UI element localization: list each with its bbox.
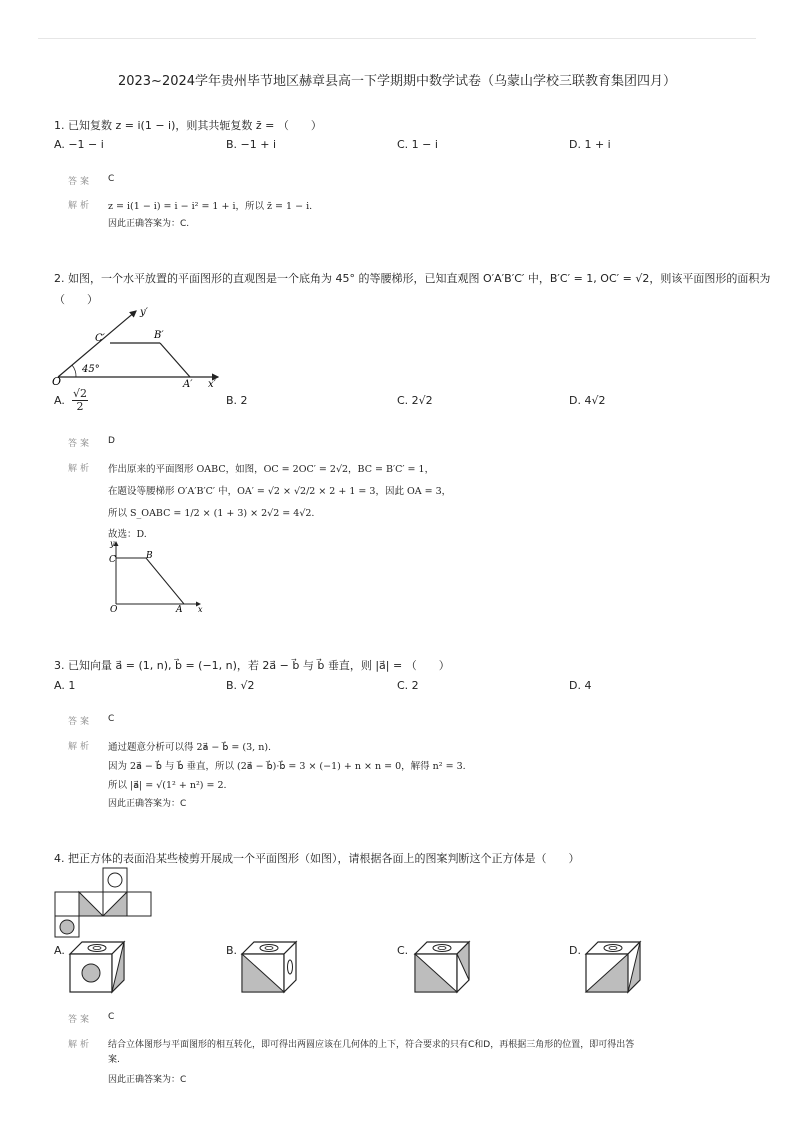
q3-option-b[interactable]: B. √2 — [226, 679, 255, 692]
q2-fig2-label-c: C — [109, 555, 116, 565]
q2-fig2-label-o: O — [110, 605, 118, 615]
q4-option-c[interactable]: C. — [397, 944, 409, 957]
q2-option-a-denominator: 2 — [76, 400, 84, 413]
q3-analysis-line2: 因为 2a⃗ − b⃗ 与 b⃗ 垂直，所以 (2a⃗ − b⃗)·b⃗ = 3 × (−1) + n × n = 0，解得 n² = 3. — [108, 761, 466, 772]
q2-fig2-label-a: A — [176, 605, 183, 615]
q3-analysis-line1: 通过题意分析可以得 2a⃗ − b⃗ = (3, n). — [108, 742, 272, 753]
q3-answer-label: 答案 — [68, 717, 93, 727]
q2-analysis-line4: 故选：D. — [108, 529, 147, 540]
q4-option-b[interactable]: B. — [226, 944, 238, 957]
q4-answer: C — [108, 1012, 115, 1022]
q3-option-d[interactable]: D. 4 — [569, 679, 592, 692]
q2-original-figure — [108, 538, 208, 616]
q2-answer-label: 答案 — [68, 439, 93, 449]
q2-option-b[interactable]: B. 2 — [226, 394, 248, 407]
q2-answer: D — [108, 436, 115, 446]
q2-stem-line1: 2. 如图，一个水平放置的平面图形的直观图是一个底角为 45° 的等腰梯形，已知直观图 O′A′B′C′ 中，B′C′ = 1, OC′ = √2，则该平面图形的面积为 — [54, 272, 771, 285]
q2-stem-line2: （ ） — [54, 293, 98, 306]
q3-analysis-line3: 所以 |a⃗| = √(1² + n²) = 2. — [108, 780, 227, 791]
q2-fig2-label-b: B — [146, 551, 153, 561]
q2-label-a: A′ — [183, 379, 193, 390]
q2-option-a-numerator: √2 — [73, 387, 88, 400]
q2-fig2-label-y: y — [110, 539, 115, 548]
page-title: 2023~2024学年贵州毕节地区赫章县高一下学期期中数学试卷（乌蒙山学校三联教育集团四月） — [117, 74, 677, 89]
q4-analysis-line2: 案. — [108, 1055, 120, 1065]
q2-option-d[interactable]: D. 4√2 — [569, 394, 606, 407]
q1-option-a[interactable]: A. −1 − i — [54, 138, 104, 151]
q4-analysis-line1: 结合立体图形与平面图形的相互转化，即可得出两圆应该在几何体的上下，符合要求的只有C和D，再根据三角形的位置，即可得出答 — [108, 1040, 635, 1050]
q2-analysis-line2: 在题设等腰梯形 O′A′B′C′ 中，OA′ = √2 × √2/2 × 2 + 1 = 3，因此 OA = 3， — [108, 486, 452, 497]
q4-option-d[interactable]: D. — [569, 944, 581, 957]
q2-fig2-label-x: x — [198, 605, 203, 614]
q1-analysis-line2: 因此正确答案为：C. — [108, 219, 190, 229]
q4-stem: 4. 把正方体的表面沿某些棱剪开展成一个平面图形（如图），请根据各面上的图案判断这个正方体是（ ） — [54, 852, 580, 865]
top-divider — [38, 38, 756, 39]
q1-answer: C — [108, 174, 115, 184]
q1-option-b[interactable]: B. −1 + i — [226, 138, 277, 151]
q4-cube-a — [68, 940, 128, 995]
q2-option-c[interactable]: C. 2√2 — [397, 394, 433, 407]
q2-option-a[interactable]: A. — [54, 394, 65, 407]
cube-net-figure — [54, 866, 154, 938]
q4-analysis-label: 解析 — [68, 1040, 93, 1050]
q2-analysis-line1: 作出原来的平面图形 OABC，如图，OC = 2OC′ = 2√2，BC = B′C′ = 1， — [108, 464, 435, 475]
q2-option-a-fraction — [72, 388, 88, 413]
q2-label-y: y′ — [140, 307, 148, 318]
q3-stem: 3. 已知向量 a⃗ = (1, n), b⃗ = (−1, n)，若 2a⃗ − b⃗ 与 b⃗ 垂直，则 |a⃗| = （ ） — [54, 659, 450, 672]
q4-option-a[interactable]: A. — [54, 944, 65, 957]
q2-label-o: O — [52, 375, 62, 388]
q2-analysis-line3: 所以 S_OABC = 1/2 × (1 + 3) × 2√2 = 4√2. — [108, 508, 315, 519]
q4-cube-c — [413, 940, 473, 995]
q2-analysis-label: 解析 — [68, 464, 93, 474]
q1-option-d[interactable]: D. 1 + i — [569, 138, 611, 151]
q1-stem: 1. 已知复数 z = i(1 − i)，则其共轭复数 z̄ = （ ） — [54, 119, 322, 132]
q1-answer-label: 答案 — [68, 177, 93, 187]
q3-answer: C — [108, 714, 115, 724]
q1-analysis-label: 解析 — [68, 201, 93, 211]
q4-answer-label: 答案 — [68, 1015, 93, 1025]
q1-analysis-line1: z = i(1 − i) = i − i² = 1 + i，所以 z̄ = 1 − i. — [108, 201, 313, 212]
q3-analysis-label: 解析 — [68, 742, 93, 752]
q4-cube-b — [240, 940, 300, 995]
q4-analysis-line3: 因此正确答案为：C — [108, 1075, 187, 1085]
q2-label-angle: 45° — [82, 364, 100, 375]
q3-option-a[interactable]: A. 1 — [54, 679, 76, 692]
q2-label-b: B′ — [154, 330, 164, 341]
q3-option-c[interactable]: C. 2 — [397, 679, 419, 692]
q2-trapezoid-figure — [50, 305, 230, 395]
q2-label-c: C′ — [95, 333, 105, 344]
q3-analysis-line4: 因此正确答案为：C — [108, 799, 187, 809]
q1-option-c[interactable]: C. 1 − i — [397, 138, 438, 151]
q4-cube-d — [584, 940, 644, 995]
q2-label-x: x′ — [208, 379, 216, 390]
